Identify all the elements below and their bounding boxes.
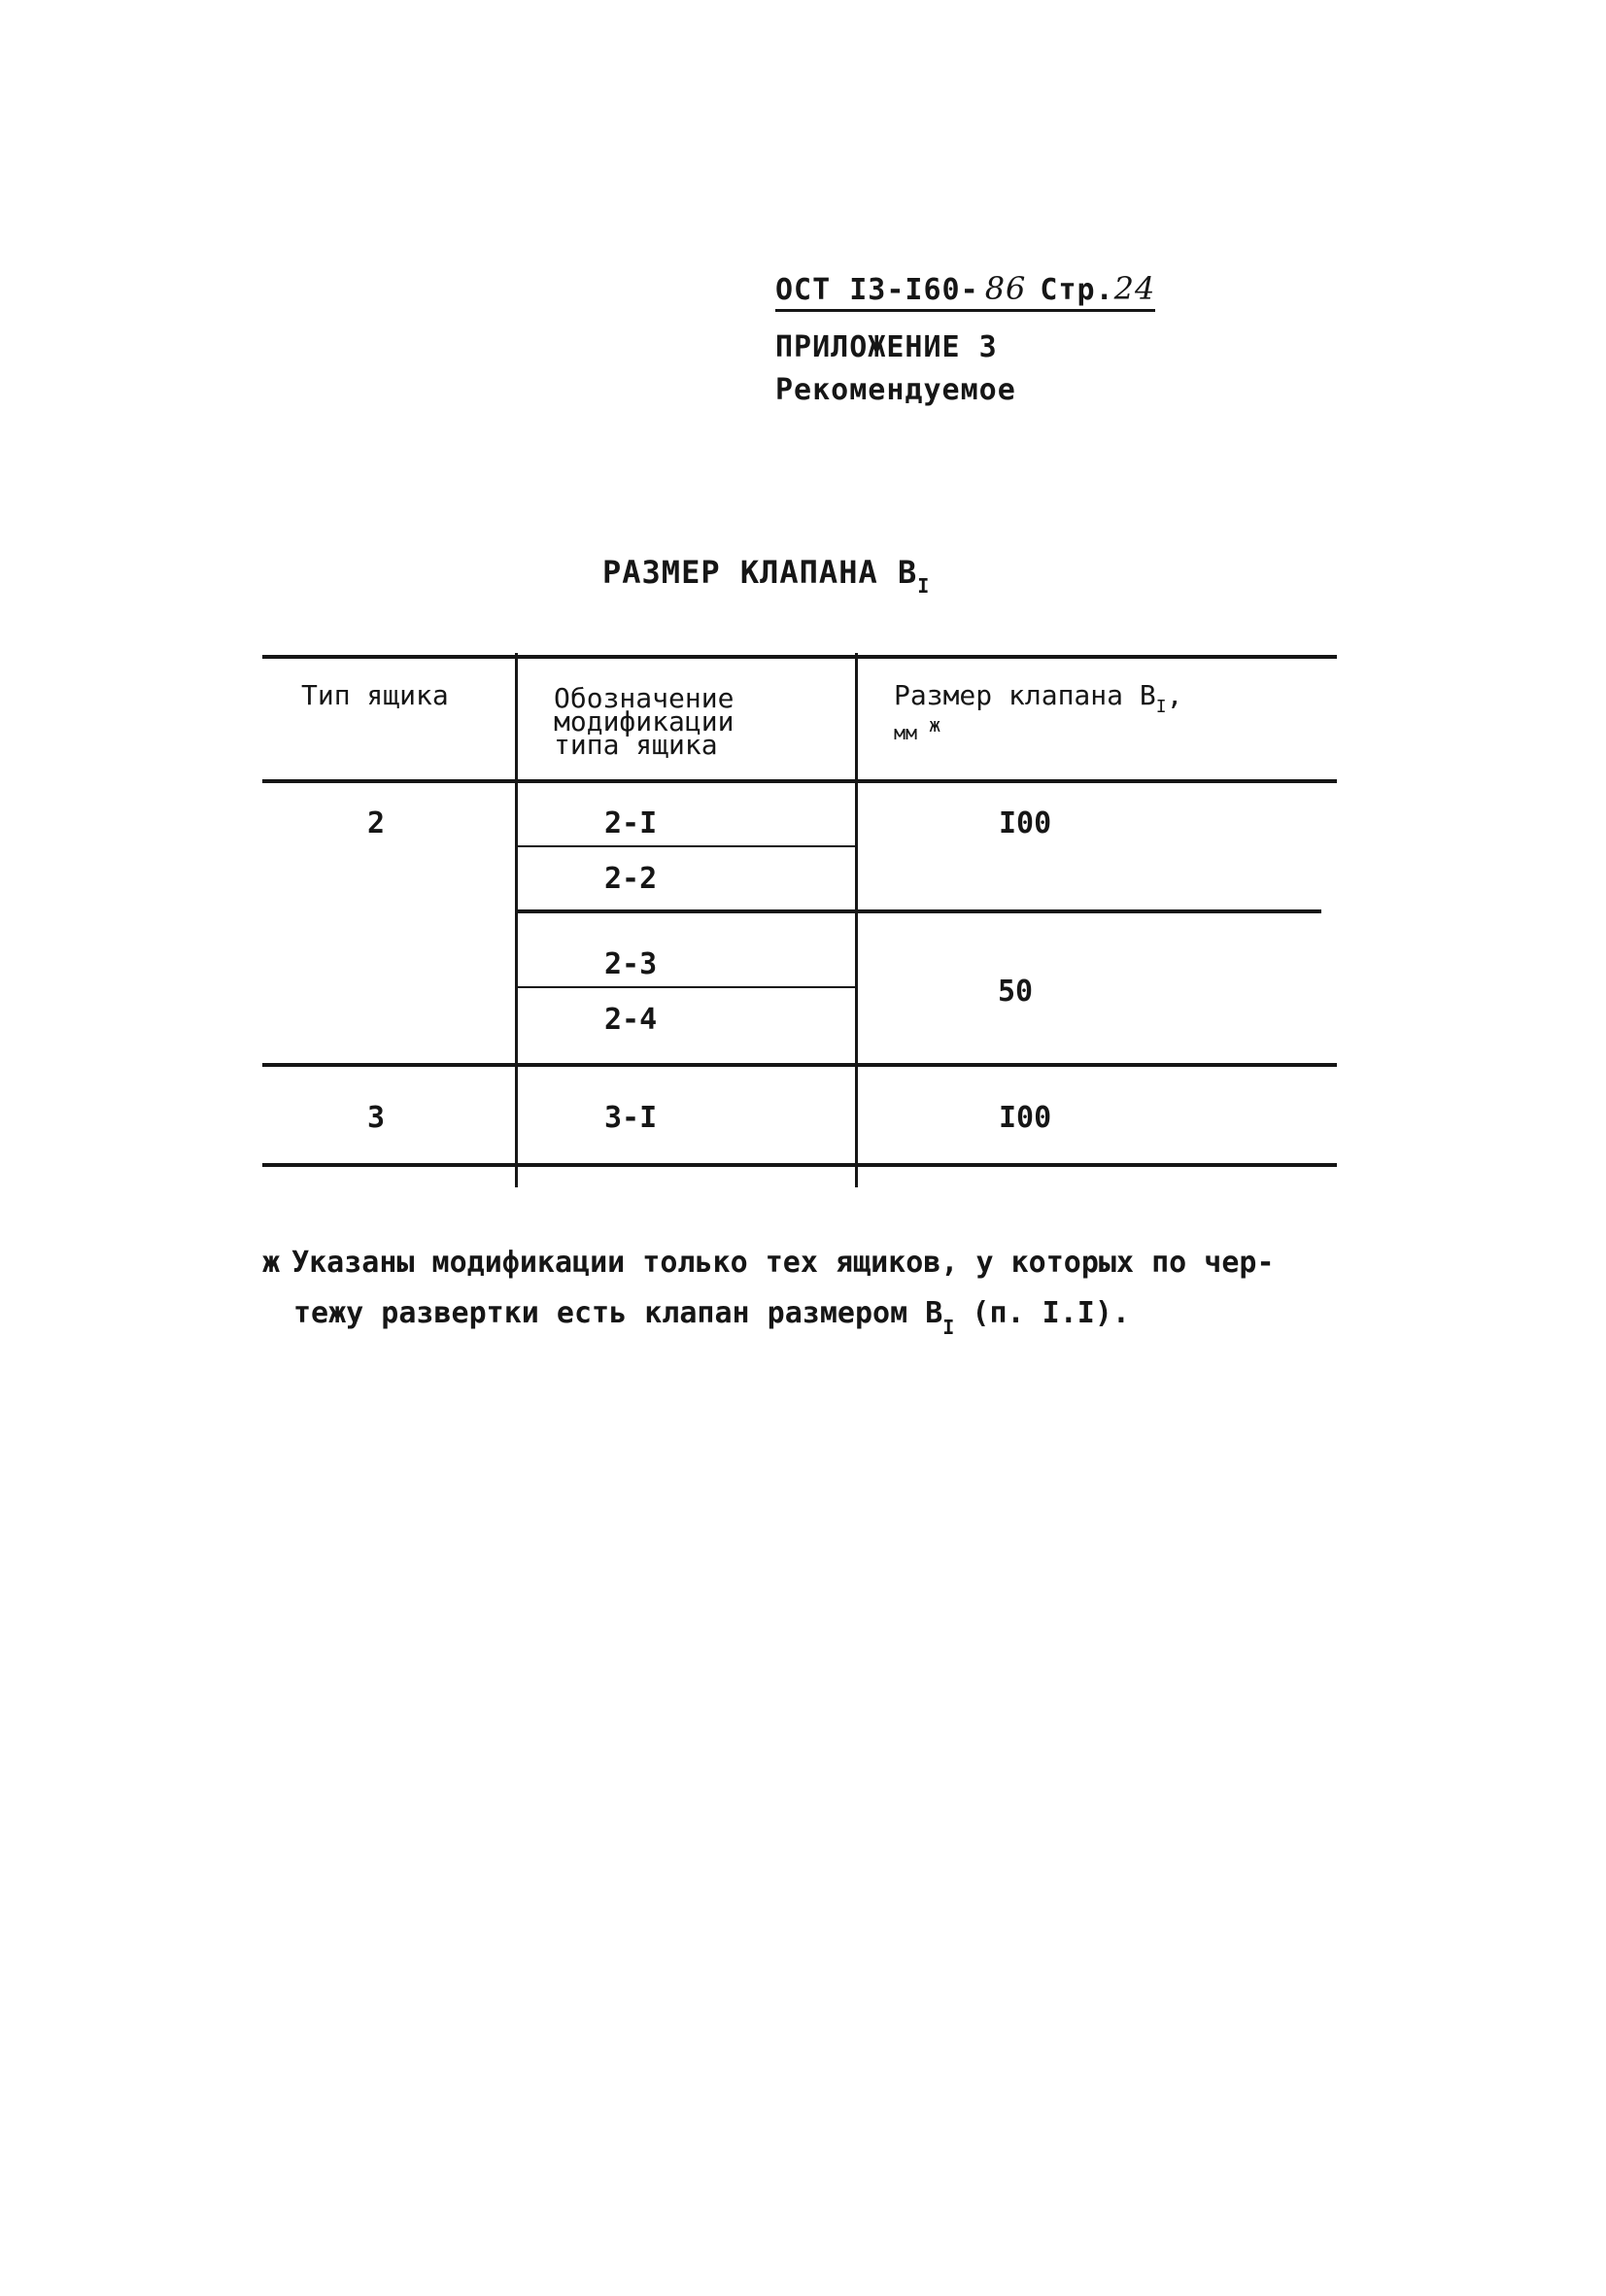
document-code-line bbox=[775, 270, 1156, 312]
cell-mod-2-3: 2-3 bbox=[604, 947, 658, 981]
cell-type-2: 2 bbox=[367, 806, 386, 840]
cell-size-100-b: I00 bbox=[999, 1101, 1052, 1135]
footnote-mark: ж bbox=[262, 1246, 281, 1280]
column-divider-1 bbox=[515, 653, 518, 1187]
footnote bbox=[262, 1238, 1275, 1341]
header-flap-size bbox=[894, 679, 1183, 745]
footnote-text-2b: (п. I.I). bbox=[972, 1296, 1130, 1330]
cell-mod-2-1: 2-I bbox=[604, 806, 658, 840]
doc-code: ОСТ I3-I60- bbox=[775, 273, 979, 307]
page-title bbox=[602, 554, 931, 598]
header-footnote-mark: ж bbox=[929, 713, 941, 737]
header-modification-line-3: типа ящика bbox=[554, 729, 718, 761]
footnote-text-2a: тежу развертки есть клапан размером В bbox=[293, 1296, 943, 1330]
group-divider-size bbox=[515, 909, 1321, 913]
type-divider bbox=[262, 1063, 1337, 1067]
header-box-type: Тип ящика bbox=[301, 679, 449, 711]
footnote-subscript: I bbox=[942, 1316, 955, 1339]
row-divider-2-3 bbox=[515, 986, 857, 988]
header-flap-size-suffix: , bbox=[1166, 679, 1183, 711]
page-label: Стр. bbox=[1040, 273, 1114, 307]
cell-mod-2-2: 2-2 bbox=[604, 862, 658, 896]
appendix-label: ПРИЛОЖЕНИЕ 3 bbox=[775, 330, 998, 364]
title-subscript: I bbox=[917, 574, 931, 598]
cell-size-50: 50 bbox=[998, 975, 1034, 1009]
header-flap-size-subscript: I bbox=[1155, 697, 1167, 717]
cell-type-3: 3 bbox=[367, 1101, 386, 1135]
page-number-handwritten: 24 bbox=[1113, 270, 1156, 307]
header-modification-line-2: модификации bbox=[554, 705, 735, 737]
appendix-status: Рекомендуемое bbox=[775, 373, 1016, 407]
footnote-line-1 bbox=[262, 1238, 1275, 1288]
footnote-line-2 bbox=[262, 1288, 1275, 1341]
header-flap-size-text: Размер клапана В bbox=[894, 679, 1156, 711]
table-bottom-rule bbox=[262, 1163, 1337, 1167]
header-modification bbox=[554, 682, 735, 761]
doc-year-handwritten: 86 bbox=[984, 270, 1027, 307]
header-unit: мм bbox=[894, 721, 918, 744]
table-header-rule bbox=[262, 779, 1337, 783]
column-divider-2 bbox=[855, 653, 858, 1187]
row-divider-2-1 bbox=[515, 845, 857, 847]
document-code bbox=[775, 270, 1155, 307]
cell-mod-3-1: 3-I bbox=[604, 1101, 658, 1135]
table-top-rule bbox=[262, 655, 1337, 659]
title-text: РАЗМЕР КЛАПАНА В bbox=[602, 554, 918, 591]
header-modification-line-1: Обозначение bbox=[554, 682, 735, 714]
cell-mod-2-4: 2-4 bbox=[604, 1003, 658, 1037]
footnote-text-1: Указаны модификации только тех ящиков, у которых по чер- bbox=[291, 1246, 1275, 1280]
cell-size-100-a: I00 bbox=[999, 806, 1052, 840]
